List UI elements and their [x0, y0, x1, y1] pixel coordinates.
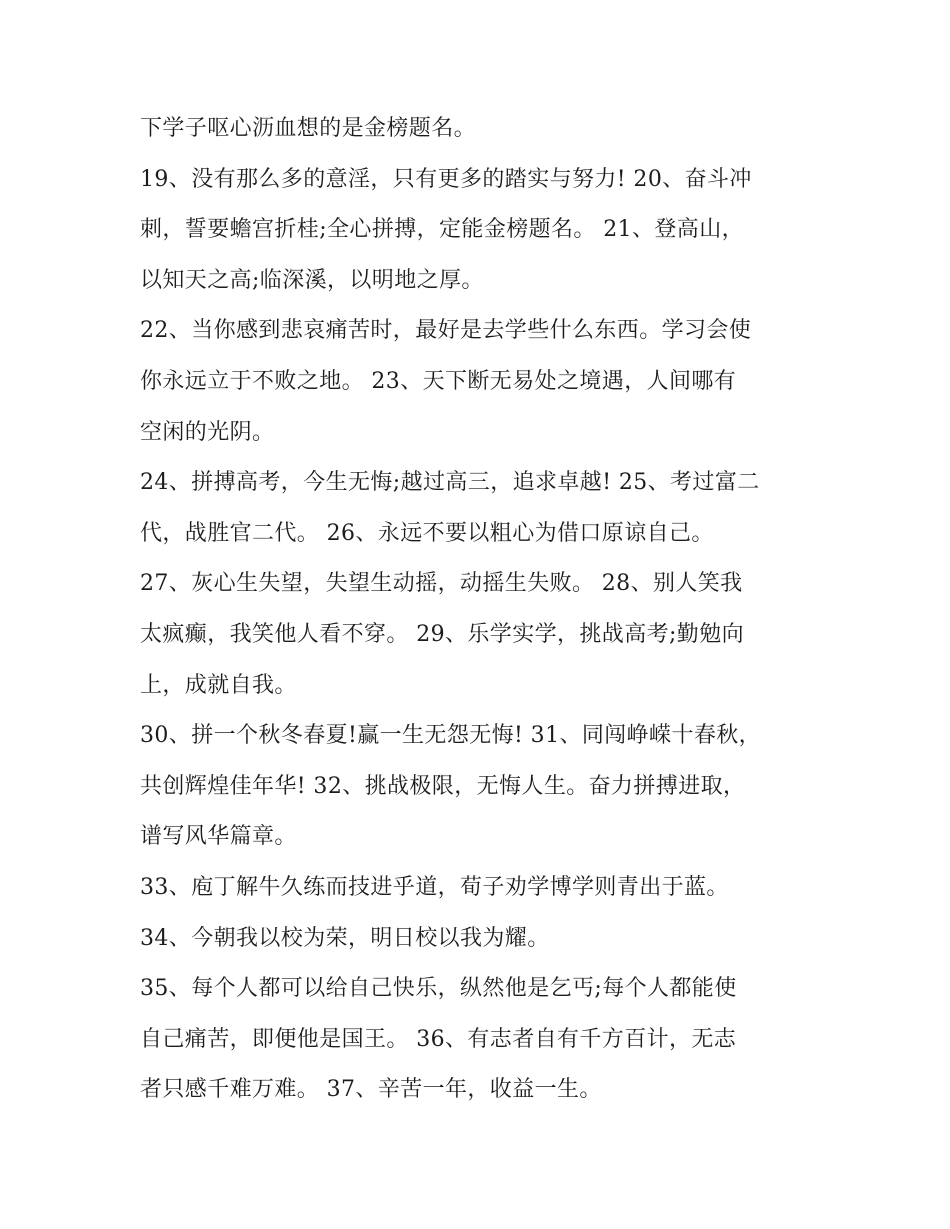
text-line: 者只感千难万难。 37、辛苦一年，收益一生。	[140, 1077, 602, 1103]
text-line: 空闲的光阴。	[140, 419, 275, 445]
text-line: 共创辉煌佳年华! 32、挑战极限，无悔人生。奋力拼搏进取，	[140, 773, 746, 799]
text-line: 自己痛苦，即便他是国王。 36、有志者自有千方百计，无志	[140, 1026, 737, 1052]
text-line: 以知天之高;临深溪，以明地之厚。	[140, 267, 484, 293]
text-line: 代，战胜官二代。 26、永远不要以粗心为借口原谅自己。	[140, 520, 714, 546]
text-line: 19、没有那么多的意淫，只有更多的踏实与努力! 20、奋斗冲	[140, 166, 752, 192]
text-line: 30、拼一个秋冬春夏!赢一生无怨无悔! 31、同闯峥嵘十春秋，	[140, 723, 762, 749]
text-line: 24、拼搏高考，今生无悔;越过高三，追求卓越! 25、考过富二	[140, 470, 760, 496]
text-line: 22、当你感到悲哀痛苦时，最好是去学些什么东西。学习会使	[140, 318, 752, 344]
text-line: 上，成就自我。	[140, 672, 297, 698]
text-line: 你永远立于不败之地。 23、天下断无易处之境遇，人间哪有	[140, 368, 737, 394]
text-line: 下学子呕心沥血想的是金榜题名。	[140, 116, 477, 141]
text-line: 刺，誓要蟾宫折桂;全心拼搏，定能金榜题名。 21、登高山，	[140, 217, 745, 243]
text-line: 34、今朝我以校为荣，明日校以我为耀。	[140, 925, 550, 951]
text-line: 谱写风华篇章。	[140, 824, 297, 850]
text-line: 33、庖丁解牛久练而技进乎道，荀子劝学博学则青出于蓝。	[140, 874, 729, 900]
text-line: 太疯癫，我笑他人看不穿。 29、乐学实学，挑战高考;勤勉向	[140, 621, 745, 647]
document-body	[140, 104, 820, 1116]
text-line: 27、灰心生失望，失望生动摇，动摇生失败。 28、别人笑我	[140, 571, 743, 597]
text-line: 35、每个人都可以给自己快乐，纵然他是乞丐;每个人都能使	[140, 976, 737, 1002]
